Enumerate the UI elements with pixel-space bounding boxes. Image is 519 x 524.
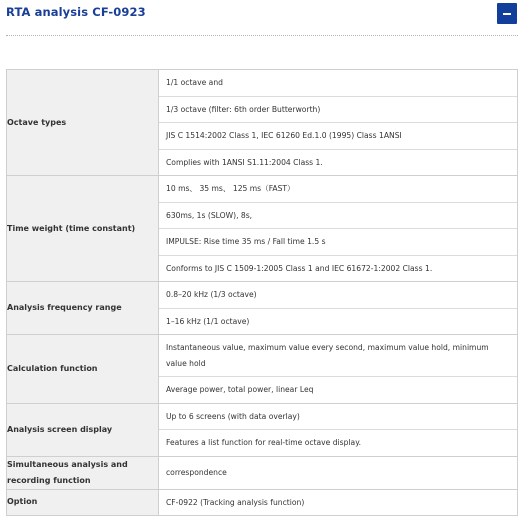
spec-label: Analysis screen display: [7, 403, 159, 456]
spec-value: 1/1 octave and: [166, 78, 223, 87]
spec-label: Octave types: [7, 70, 159, 176]
spec-row: [7, 335, 518, 404]
spec-values-cell: [159, 176, 518, 282]
spec-value: JIS C 1514:2002 Class 1, IEC 61260 Ed.1.0 (1995) Class 1ANSI: [159, 122, 517, 149]
spec-value: 1–16 kHz (1/1 octave): [159, 308, 517, 335]
spec-value: 1/3 octave (filter: 6th order Butterworth): [159, 96, 517, 123]
spec-values-cell: [159, 282, 518, 335]
spec-value: Up to 6 screens (with data overlay): [166, 411, 300, 421]
spec-value: Average power, total power, linear Leq: [159, 376, 517, 403]
spec-row: [7, 489, 518, 516]
spec-value: Features a list function for real-time octave display.: [159, 429, 517, 456]
divider: [6, 35, 518, 36]
spec-value: 630ms, 1s (SLOW), 8s,: [159, 202, 517, 229]
minus-icon: [503, 13, 511, 15]
collapse-toggle-button[interactable]: [497, 3, 517, 24]
spec-value: IMPULSE: Rise time 35 ms / Fall time 1.5 s: [159, 228, 517, 255]
spec-label: Calculation function: [7, 335, 159, 404]
spec-value: 0.8–20 kHz (1/3 octave): [166, 290, 257, 299]
spec-values-cell: [159, 403, 518, 456]
spec-row: [7, 176, 518, 282]
spec-label: Analysis frequency range: [7, 282, 159, 335]
section-header: [0, 0, 519, 30]
spec-value: Conforms to JIS C 1509-1:2005 Class 1 and IEC 61672-1:2002 Class 1.: [159, 255, 517, 282]
section-title: RTA analysis CF-0923: [6, 5, 146, 19]
spec-row: [7, 456, 518, 489]
spec-value: 10 ms、 35 ms、 125 ms（FAST）: [166, 184, 295, 193]
spec-values-cell: [159, 335, 518, 404]
spec-label: Option: [7, 489, 159, 516]
spec-row: [7, 70, 518, 176]
spec-label: Simultaneous analysis and recording function: [7, 456, 159, 489]
spec-table: [6, 69, 518, 516]
spec-value: correspondence: [166, 467, 227, 477]
spec-label: Time weight (time constant): [7, 176, 159, 282]
spec-value: Complies with 1ANSI S1.11:2004 Class 1.: [159, 149, 517, 176]
spec-row: [7, 282, 518, 335]
spec-value: CF-0922 (Tracking analysis function): [166, 497, 305, 507]
spec-values-cell: [159, 70, 518, 176]
spec-value: Instantaneous value, maximum value every second, maximum value hold, minimum value hold: [166, 343, 489, 368]
spec-values-cell: [159, 456, 518, 489]
spec-values-cell: [159, 489, 518, 516]
spec-row: [7, 403, 518, 456]
